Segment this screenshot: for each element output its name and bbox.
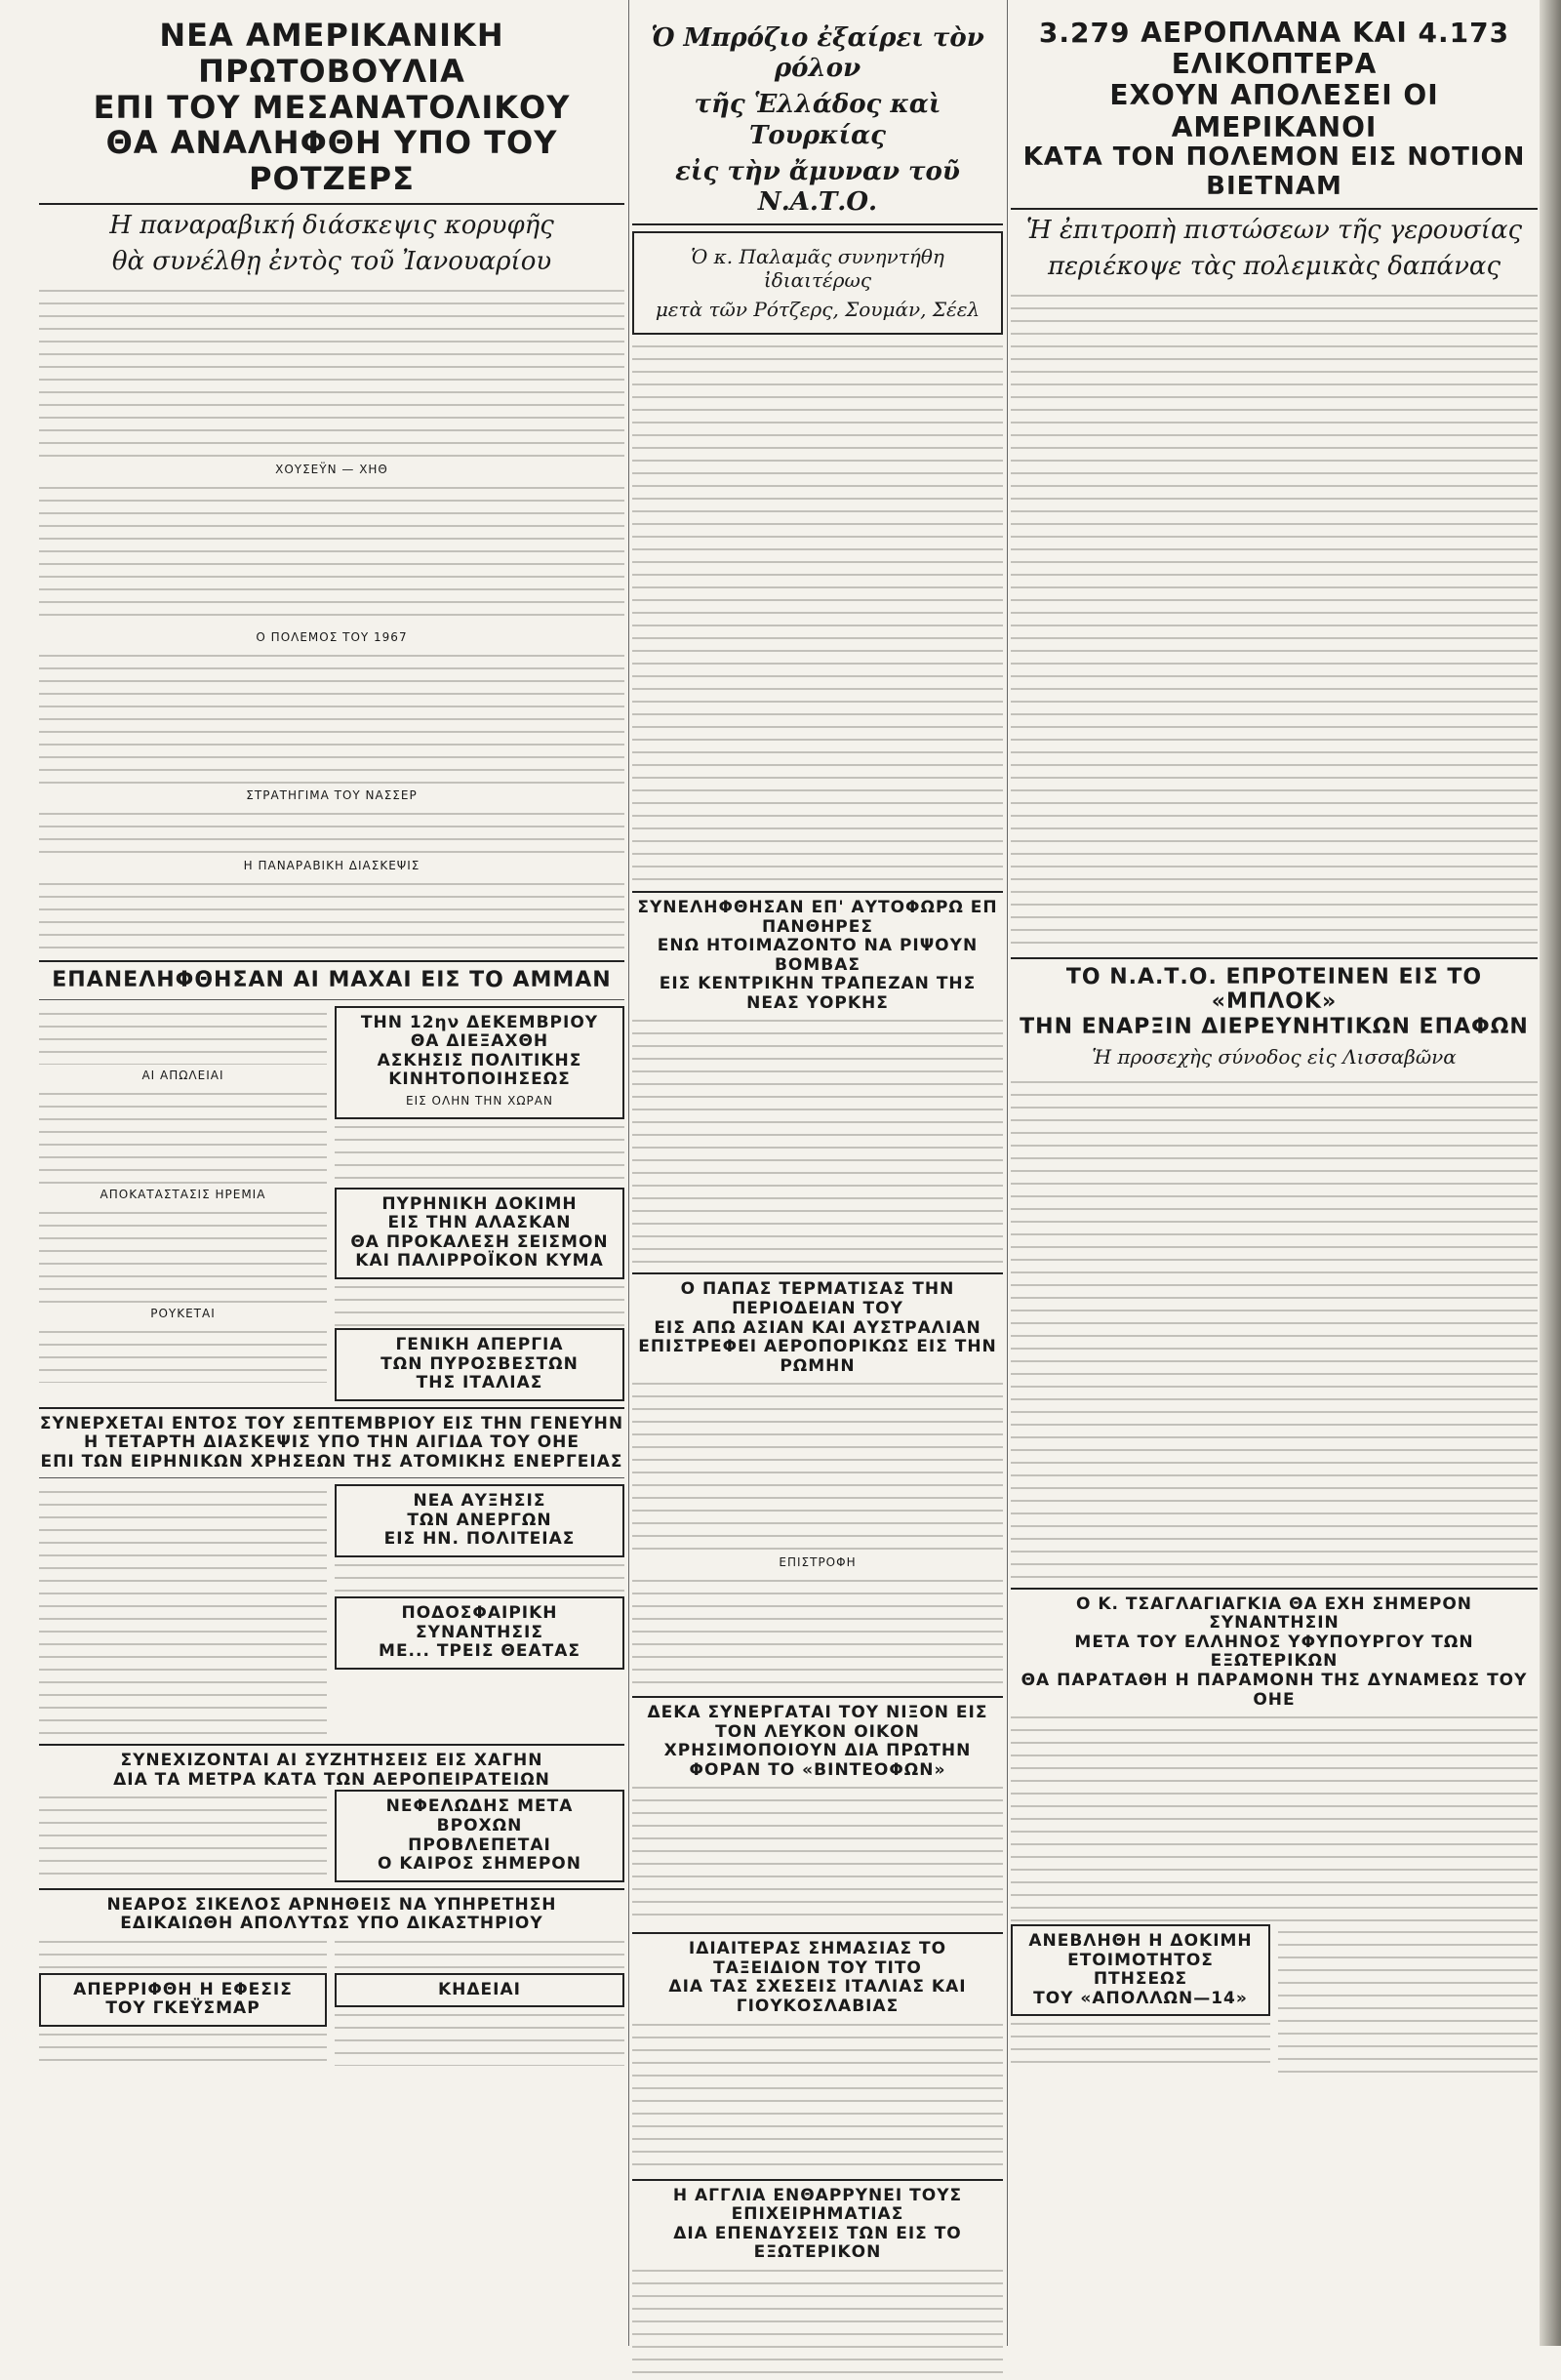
headline-brozio: Ὁ Μπρόζιο ἐξαίρει τὸν ρόλον: [651, 23, 984, 84]
headline-papas: ΕΙΣ ΑΠΩ ΑΣΙΑΝ ΚΑΙ ΑΥΣΤΡΑΛΙΑΝ: [654, 1317, 981, 1338]
article-body: [632, 339, 1003, 885]
headline-videofon: ΧΡΗΣΙΜΟΠΟΙΟΥΝ ΔΙΑ ΠΡΩΤΗΝ ΦΟΡΑΝ ΤΟ «ΒΙΝΤΕΟΦΩΝ»: [663, 1741, 972, 1780]
box-headline: ΚΙΝΗΤΟΠΟΙΗΣΕΩΣ: [388, 1069, 571, 1090]
divider: [632, 891, 1003, 893]
divider: [39, 999, 624, 1000]
headline-aeroplana: 3.279 ΑΕΡΟΠΛΑΝΑ ΚΑΙ 4.173 ΕΛΙΚΟΠΤΕΡΑ: [1038, 17, 1510, 81]
divider: [39, 1888, 624, 1890]
box-headline: ΤΗΝ 12ην ΔΕΚΕΜΒΡΙΟΥ: [360, 1012, 599, 1032]
article-body: [335, 1119, 624, 1188]
headline-papas: Ο ΠΑΠΑΣ ΤΕΡΜΑΤΙΣΑΣ ΤΗΝ ΠΕΡΙΟΔΕΙΑΝ ΤΟΥ: [680, 1279, 955, 1318]
divider: [1011, 1588, 1538, 1590]
box-headline: ΝΕΦΕΛΩΔΗΣ ΜΕΤΑ ΒΡΟΧΩΝ: [385, 1796, 574, 1835]
box-nefelodis: [335, 1790, 624, 1881]
right-column: [1011, 0, 1538, 2080]
box-headline: ΓΕΝΙΚΗ ΑΠΕΡΓΙΑ: [395, 1335, 564, 1355]
divider: [39, 1477, 624, 1478]
box-headline: ΠΟΔΟΣΦΑΙΡΙΚΗ: [401, 1602, 558, 1623]
column-rule: [1007, 0, 1008, 2346]
article-body: [335, 2007, 624, 2066]
headline-tito: ΙΔΙΑΙΤΕΡΑΣ ΣΗΜΑΣΙΑΣ ΤΟ ΤΑΞΕΙΔΙΟΝ ΤΟΥ ΤΙΤΟ: [688, 1939, 947, 1978]
article-body: [632, 2017, 1003, 2173]
headline-vietnam: ΚΑΤΑ ΤΟΝ ΠΟΛΕΜΟΝ ΕΙΣ ΝΟΤΙΟΝ ΒΙΕΤΝΑΜ: [1022, 141, 1526, 201]
article-body: [39, 806, 624, 855]
article-body: [39, 1086, 327, 1184]
box-nea-afxisis: [335, 1484, 624, 1557]
divider: [632, 223, 1003, 225]
headline-tsaglagiagkia: ΘΑ ΠΑΡΑΤΑΘΗ Η ΠΑΡΑΜΟΝΗ ΤΗΣ ΔΥΝΑΜΕΩΣ ΤΟΥ ΟΗΕ: [1021, 1670, 1528, 1710]
box-headline: ΤΟΥ ΓΚΕΫΣΜΑΡ: [105, 1998, 260, 2019]
subheadline-rotzers: μετὰ τῶν Ρότζερς, Σουμάν, Σέελ: [655, 298, 981, 322]
box-headline: ΘΑ ΔΙΕΞΑΧΘΗ: [410, 1031, 549, 1052]
divider: [39, 1744, 624, 1746]
box-pyriniki-dokimi: [335, 1188, 624, 1279]
column-rule: [628, 0, 629, 2346]
article-body: [39, 648, 624, 785]
headline-ellados: τῆς Ἑλλάδος καὶ Τουρκίας: [694, 90, 941, 150]
headline-tsaglagiagkia: Ο Κ. ΤΣΑΓΛΑΓΙΑΓΚΙΑ ΘΑ ΕΧΗ ΣΗΜΕΡΟΝ ΣΥΝΑΝΤΗΣΙΝ: [1075, 1593, 1473, 1634]
divider: [632, 2179, 1003, 2181]
box-headline: ΜΕ... ΤΡΕΙΣ ΘΕΑΤΑΣ: [379, 1641, 580, 1662]
box-podosfairiki: [335, 1596, 624, 1670]
box-headline: ΝΕΑ ΑΥΞΗΣΙΣ: [413, 1491, 546, 1512]
divider: [1011, 208, 1538, 210]
divider: [632, 1696, 1003, 1698]
section-xusein: ΧΟΥΣΕΫΝ — ΧΗΘ: [275, 463, 388, 477]
section-polemos: Ο ΠΟΛΕΜΟΣ ΤΟΥ 1967: [256, 630, 408, 645]
article-body: [39, 1934, 327, 1973]
article-body: [1278, 1924, 1538, 2080]
subheadline-panaraviki: Η παναραβική διάσκεψις κορυφῆς: [109, 210, 554, 240]
headline-panthires: ΕΝΩ ΗΤΟΙΜΑΖΟΝΤΟ ΝΑ ΡΙΨΟΥΝ ΒΟΜΒΑΣ: [657, 936, 979, 975]
box-headline: ΤΗΣ ΙΤΑΛΙΑΣ: [416, 1373, 543, 1393]
article-body: [39, 1324, 327, 1383]
headline-apolesei: ΕΧΟΥΝ ΑΠΟΛΕΣΕΙ ΟΙ ΑΜΕΡΙΚΑΝΟΙ: [1109, 79, 1439, 143]
article-body: [335, 1934, 624, 1973]
headline-panthires: ΕΙΣ ΚΕΝΤΡΙΚΗΝ ΤΡΑΠΕΖΑΝ ΤΗΣ ΝΕΑΣ ΥΟΡΚΗΣ: [659, 974, 977, 1013]
section-diaskepsis: Η ΠΑΝΑΡΑΒΙΚΗ ΔΙΑΣΚΕΨΙΣ: [243, 859, 420, 873]
article-body: [39, 1484, 327, 1738]
divider: [39, 1407, 624, 1409]
article-body: [1011, 288, 1538, 951]
divider: [39, 203, 624, 205]
headline-amyna: εἰς τὴν ἄμυναν τοῦ Ν.Α.Τ.Ο.: [675, 156, 960, 217]
headline-videofon: ΔΕΚΑ ΣΥΝΕΡΓΑΤΑΙ ΤΟΥ ΝΙΞΟΝ ΕΙΣ ΤΟΝ ΛΕΥΚΟΝ ΟΙΚΟΝ: [647, 1703, 988, 1742]
article-body: [632, 1013, 1003, 1267]
headline-anglia: ΔΙΑ ΕΠΕΝΔΥΣΕΙΣ ΤΩΝ ΕΙΣ ΤΟ ΕΞΩΤΕΡΙΚΟΝ: [673, 2223, 962, 2263]
article-body: [39, 480, 624, 626]
subheadline-palamas: Ὁ κ. Παλαμᾶς συνηντήθη ἰδιαιτέρως: [691, 245, 944, 293]
box-headline: ΚΗΔΕΙΑΙ: [438, 1979, 521, 1999]
headline-nea-amerikaniki: ΝΕΑ ΑΜΕΡΙΚΑΝΙΚΗ ΠΡΩΤΟΒΟΥΛΙΑ: [159, 17, 504, 90]
headline-papas: ΕΠΙΣΤΡΕΦΕΙ ΑΕΡΟΠΟΡΙΚΩΣ ΕΙΣ ΤΗΝ ΡΩΜΗΝ: [638, 1337, 997, 1376]
box-palamas: [632, 231, 1003, 335]
article-body: [632, 1376, 1003, 1552]
headline-nato-blok: ΤΟ Ν.Α.Τ.Ο. ΕΠΡΟΤΕΙΝΕΝ ΕΙΣ ΤΟ «ΜΠΛΟΚ»: [1065, 964, 1483, 1015]
headline-rotzers: ΘΑ ΑΝΑΛΗΦΘΗ ΥΠΟ ΤΟΥ ΡΟΤΖΕΡΣ: [105, 124, 558, 198]
box-headline: ΤΩΝ ΠΥΡΟΣΒΕΣΤΩΝ: [380, 1353, 579, 1374]
box-headline: ΑΝΕΒΛΗΘΗ Η ΔΟΚΙΜΗ: [1028, 1931, 1253, 1952]
section-rouketai: ΡΟΥΚΕΤΑΙ: [150, 1306, 216, 1320]
box-12-dekemvriou: [335, 1006, 624, 1119]
box-headline: ΕΙΣ ΗΝ. ΠΟΛΙΤΕΙΑΣ: [383, 1529, 576, 1550]
headline-genevi: Η ΤΕΤΑΡΤΗ ΔΙΑΣΚΕΨΙΣ ΥΠΟ ΤΗΝ ΑΙΓΙΔΑ ΤΟΥ ΟΗΕ: [84, 1432, 580, 1453]
box-headline: ΣΥΝΑΝΤΗΣΙΣ: [416, 1622, 543, 1642]
article-body: [632, 1780, 1003, 1926]
headline-tito: ΔΙΑ ΤΑΣ ΣΧΕΣΕΙΣ ΙΤΑΛΙΑΣ ΚΑΙ ΓΙΟΥΚΟΣΛΑΒΙΑΣ: [668, 1977, 967, 2016]
article-body: [39, 876, 624, 954]
box-apollon: [1011, 1924, 1270, 2016]
section-epistrofi: ΕΠΙΣΤΡΟΦΗ: [779, 1555, 857, 1570]
box-kideiai: [335, 1973, 624, 2008]
subheadline-dapanai: περιέκοψε τὰς πολεμικὰς δαπάνας: [1047, 251, 1501, 281]
box-headline: ΠΥΡΗΝΙΚΗ ΔΟΚΙΜΗ: [381, 1193, 578, 1214]
divider: [39, 960, 624, 962]
headline-genevi: ΕΠΙ ΤΩΝ ΕΙΡΗΝΙΚΩΝ ΧΡΗΣΕΩΝ ΤΗΣ ΑΤΟΜΙΚΗΣ ΕΝΕΡΓΕΙΑΣ: [40, 1451, 623, 1472]
headline-tsaglagiagkia: ΜΕΤΑ ΤΟΥ ΕΛΛΗΝΟΣ ΥΦΥΠΟΥΡΓΟΥ ΤΩΝ ΕΞΩΤΕΡΙΚΩΝ: [1074, 1632, 1474, 1672]
article-body: [39, 1790, 327, 1877]
article-body: [39, 283, 624, 459]
box-headline: Ο ΚΑΙΡΟΣ ΣΗΜΕΡΟΝ: [378, 1854, 581, 1875]
middle-column: [632, 0, 1003, 2380]
headline-nato-epafon: ΤΗΝ ΕΝΑΡΞΙΝ ΔΙΕΡΕΥΝΗΤΙΚΩΝ ΕΠΑΦΩΝ: [1020, 1014, 1529, 1039]
article-body: [39, 2027, 327, 2066]
left-column: [39, 0, 624, 2066]
headline-sikelos: ΝΕΑΡΟΣ ΣΙΚΕΛΟΣ ΑΡΝΗΘΕΙΣ ΝΑ ΥΠΗΡΕΤΗΣΗ: [106, 1894, 557, 1915]
article-body: [632, 1573, 1003, 1690]
subheadline-ianouariou: θὰ συνέλθῃ ἐντὸς τοῦ Ἰανουαρίου: [111, 247, 552, 277]
box-headline: ΤΟΥ «ΑΠΟΛΛΩΝ—14»: [1033, 1988, 1248, 2008]
divider: [1011, 957, 1538, 959]
article-body: [1011, 1074, 1538, 1582]
headline-anglia: Η ΑΓΓΛΙΑ ΕΝΘΑΡΡΥΝΕΙ ΤΟΥΣ ΕΠΙΧΕΙΡΗΜΑΤΙΑΣ: [672, 2185, 963, 2225]
article-body: [335, 1557, 624, 1596]
box-subheadline: ΕΙΣ ΟΛΗΝ ΤΗΝ ΧΩΡΑΝ: [406, 1093, 553, 1108]
article-body: [1011, 1710, 1538, 1924]
article-body: [39, 1205, 327, 1303]
box-headline: ΚΑΙ ΠΑΛΙΡΡΟΪΚΟΝ ΚΥΜΑ: [355, 1251, 604, 1271]
headline-hagi: ΔΙΑ ΤΑ ΜΕΤΡΑ ΚΑΤΑ ΤΩΝ ΑΕΡΟΠΕΙΡΑΤΕΙΩΝ: [113, 1769, 550, 1790]
headline-mesanatolikou: ΕΠΙ ΤΟΥ ΜΕΣΑΝΑΤΟΛΙΚΟΥ: [93, 88, 571, 126]
section-nasser: ΣΤΡΑΤΗΓΙΜΑ ΤΟΥ ΝΑΣΣΕΡ: [246, 788, 418, 803]
page-edge-shadow: [1540, 0, 1561, 2346]
article-body: [632, 2263, 1003, 2380]
subheadline-epitropi: Ἡ ἐπιτροπὴ πιστώσεων τῆς γερουσίας: [1025, 215, 1523, 245]
section-hremia: ΑΠΟΚΑΤΑΣΤΑΣΙΣ ΗΡΕΜΙΑ: [100, 1187, 266, 1201]
box-headline: ΘΑ ΠΡΟΚΑΛΕΣΗ ΣΕΙΣΜΟΝ: [350, 1231, 609, 1252]
box-headline: ΕΙΣ ΤΗΝ ΑΛΑΣΚΑΝ: [387, 1213, 572, 1233]
box-headline: ΕΤΟΙΜΟΤΗΤΟΣ ΠΤΗΣΕΩΣ: [1067, 1950, 1214, 1990]
headline-panthires: ΣΥΝΕΛΗΦΘΗΣΑΝ ΕΠ' ΑΥΤΟΦΩΡΩ ΕΠ ΠΑΝΘΗΡΕΣ: [637, 898, 998, 937]
box-efesis: [39, 1973, 327, 2027]
box-headline: ΑΣΚΗΣΙΣ ΠΟΛΙΤΙΚΗΣ: [377, 1050, 582, 1070]
article-body: [1011, 2016, 1270, 2065]
headline-genevi: ΣΥΝΕΡΧΕΤΑΙ ΕΝΤΟΣ ΤΟΥ ΣΕΠΤΕΜΒΡΙΟΥ ΕΙΣ ΤΗΝ ΓΕΝΕΥΗΝ: [39, 1413, 624, 1433]
box-headline: ΑΠΕΡΡΙΦΘΗ Η ΕΦΕΣΙΣ: [73, 1979, 293, 1999]
box-geniki-apergia: [335, 1328, 624, 1401]
box-headline: ΤΩΝ ΑΝΕΡΓΩΝ: [407, 1510, 552, 1530]
headline-sikelos: ΕΔΙΚΑΙΩΘΗ ΑΠΟΛΥΤΩΣ ΥΠΟ ΔΙΚΑΣΤΗΡΙΟΥ: [120, 1914, 543, 1934]
article-body: [39, 1006, 327, 1065]
section-apoleiai: ΑΙ ΑΠΩΛΕΙΑΙ: [141, 1068, 224, 1082]
box-headline: ΠΡΟΒΛΕΠΕΤΑΙ: [408, 1835, 551, 1855]
article-body: [335, 1279, 624, 1328]
headline-hagi: ΣΥΝΕΧΙΖΟΝΤΑΙ ΑΙ ΣΥΖΗΤΗΣΕΙΣ ΕΙΣ ΧΑΓΗΝ: [120, 1751, 543, 1771]
divider: [632, 1272, 1003, 1274]
headline-amman: ΕΠΑΝΕΛΗΦΘΗΣΑΝ ΑΙ ΜΑΧΑΙ ΕΙΣ ΤΟ ΑΜΜΑΝ: [52, 968, 612, 993]
subheadline-lissavona: Ἡ προσεχὴς σύνοδος εἰς Λισσαβῶνα: [1092, 1044, 1457, 1069]
divider: [632, 1932, 1003, 1934]
